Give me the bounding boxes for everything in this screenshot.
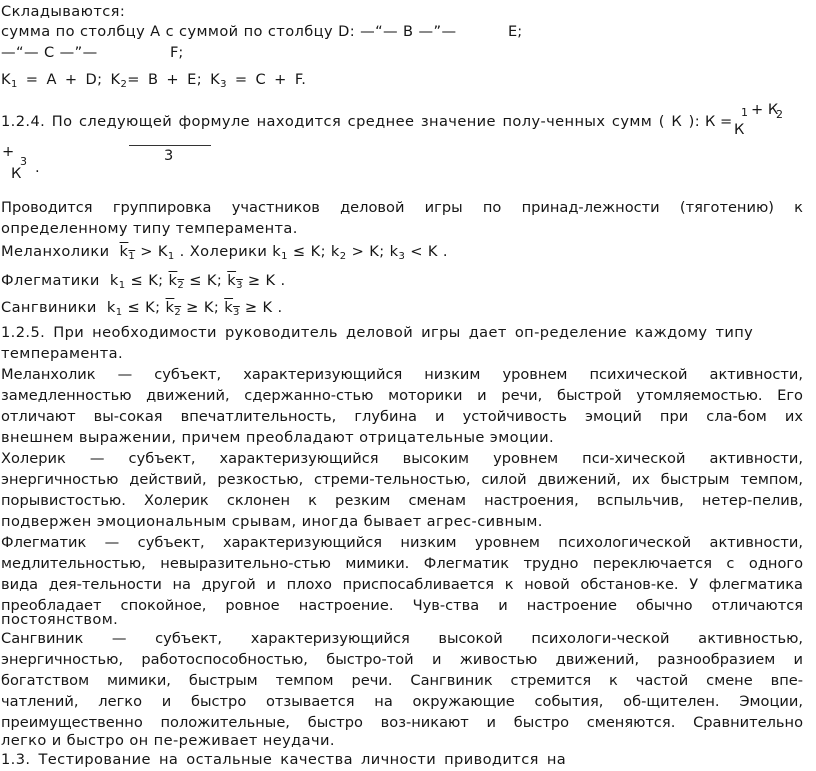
sanguine-line: богатством мимики, быстрым темпом речи. Сангвиник стремится к частой смене впе- [1, 672, 803, 689]
sanguine-line: легко и быстро он пе-реживает неудачи. [1, 732, 335, 749]
formula-dot: . [35, 159, 40, 176]
section-1-2-5: 1.2.5. При необходимости руководитель деловой игры дает оп-ределение каждому типу [1, 324, 754, 341]
temperament-phlegmatic-condition: Флегматики $k_1 \le K$; $k_2 \le K$; $k_3 \ge K$ . [1, 272, 286, 291]
formula-lhs: К = [705, 113, 733, 130]
text-line: F; [170, 44, 184, 61]
formula-sub: 2 [776, 108, 783, 121]
choleric-line: Холерик — субъект, характеризующийся высоким уровнем пси-хической активности, [1, 450, 803, 467]
formula-k1: К [734, 121, 745, 138]
choleric-line: подвержен эмоциональным срывам, иногда бывает агрес-сивным. [1, 513, 543, 530]
phlegmatic-line: медлительностью, невыразительно-стью мимики. Флегматик трудно переключается с одного [1, 555, 803, 572]
phlegmatic-line: вида дея-тельности на другой и плохо приспосабливается к новой обстанов-ке. У флегматика [1, 576, 803, 593]
text-line: —“— С —”— [1, 44, 98, 61]
melancholic-line: внешнем выражении, причем преобладают отрицательные эмоции. [1, 429, 555, 446]
temperament-melancholic-condition: Меланхолики $k_1 > K_1$ . Холерики $k_1 \le K$; $k_2 > K$; $k_3 < K$ . [1, 243, 448, 262]
formula-sub: 1 [741, 106, 748, 119]
melancholic-line: отличают вы-сокая впечатлительность, глубина и устойчивость эмоций при сла-бом их [1, 408, 803, 425]
section-1-3: 1.3. Тестирование на остальные качества личности приводится на [1, 751, 567, 768]
formula-k3: К [11, 165, 22, 182]
phlegmatic-line: Флегматик — субъект, характеризующийся низким уровнем психологической активности, [1, 534, 803, 551]
section-1-2-4: 1.2.4. По следующей формуле находится среднее значение полу-ченных сумм ( К ): [1, 113, 701, 130]
choleric-line: энергичностью действий, резкостью, стреми-тельностью, силой движений, их быстрым темпом, [1, 471, 803, 488]
text-line: Е; [508, 23, 523, 40]
paragraph-line: темперамента. [1, 345, 124, 362]
phlegmatic-line: преобладает спокойное, ровное настроение. Чув-ства и настроение обычно отличаются [1, 597, 803, 614]
sanguine-line: энергичностью, работоспособностью, быстро-той и живостью движений, разнообразием и [1, 651, 803, 668]
formula-plus: + [2, 143, 15, 160]
formula-k-definitions: $K_1 = A + D$; $K_2= B + E$; $K_3 = C + F$. [1, 71, 307, 90]
sanguine-line: чатлений, легко и быстро отзывается на окружающие события, об-щителен. Эмоции, [1, 693, 803, 710]
paragraph-line: Проводится группировка участников деловой игры по принад-лежности (тяготению) к [1, 199, 803, 216]
sanguine-line: преимущественно положительные, быстро воз-никают и быстро сменяются. Сравнительно [1, 714, 803, 731]
sanguine-line: Сангвиник — субъект, характеризующийся высокой психологи-ческой активностью, [1, 630, 803, 647]
phlegmatic-line: постоянством. [1, 611, 119, 628]
choleric-line: порывистостью. Холерик склонен к резким сменам настроения, вспыльчив, нетер-пелив, [1, 492, 803, 509]
text-line: Складываются: [1, 3, 126, 20]
text-line: сумма по столбцу А с суммой по столбцу D: —“— В —”— [1, 23, 457, 40]
formula-denominator: 3 [164, 147, 174, 164]
formula-plus-k2: + К [751, 101, 779, 118]
paragraph-line: определенному типу темперамента. [1, 220, 298, 237]
melancholic-line: Меланхолик — субъект, характеризующийся низким уровнем психической активности, [1, 366, 803, 383]
formula-sub: 3 [20, 155, 27, 168]
temperament-sanguine-condition: Сангвиники $k_1 \le K$; $k_2 \ge K$; $k_3 \ge K$ . [1, 299, 283, 318]
melancholic-line: замедленностью движений, сдержанно-стью моторики и речи, быстрой утомляемостью. Его [1, 387, 803, 404]
